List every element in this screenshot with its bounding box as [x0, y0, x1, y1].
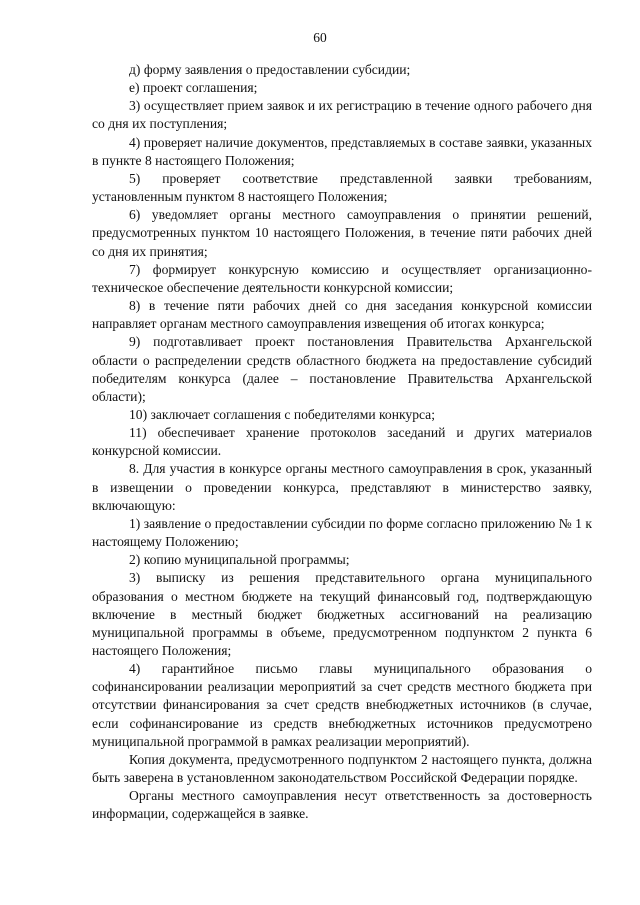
paragraph-6: 6) уведомляет органы местного самоуправления о принятии решений, предусмотренных пунктом 10 настоящего Положения, в течение пяти рабочих дней со дня их принятия; — [92, 207, 592, 259]
paragraph-15: 3) выписку из решения представительного органа муниципального образования о местном бюджете на текущий финансовый год, подтверждающую включение в местный бюджет бюджетных ассигнований на реализацию муниципальной программы в объеме, предусмотренном подпунктом 2 пункта 6 настоящего Положения; — [92, 570, 592, 658]
paragraph-2: е) проект соглашения; — [129, 80, 258, 96]
paragraph-12: 8. Для участия в конкурсе органы местного самоуправления в срок, указанный в извещении о проведении конкурса, представляют в министерство заявку, включающую: — [92, 461, 592, 513]
paragraph-4: 4) проверяет наличие документов, представляемых в составе заявки, указанных в пункте 8 настоящего Положения; — [92, 134, 592, 168]
paragraph-11: 11) обеспечивает хранение протоколов заседаний и других материалов конкурсной комиссии. — [92, 425, 592, 459]
paragraph-1: д) форму заявления о предоставлении субсидии; — [129, 62, 411, 77]
paragraph-10: 10) заключает соглашения с победителями конкурса; — [129, 406, 435, 422]
paragraph-16: 4) гарантийное письмо главы муниципального образования о софинансировании реализации мероприятий за счет средств местного бюджета при отсутствии финансирования за счет средств внебюджетных источников (в случае, если софинансирование из средств внебюджетных источников предусмотрено муниципальной программой в рамках реализации мероприятий). — [92, 661, 592, 749]
paragraph-13: 1) заявление о предоставлении субсидии по форме согласно приложению № 1 к настоящему Положению; — [92, 515, 592, 550]
paragraph-8: 8) в течение пяти рабочих дней со дня заседания конкурсной комиссии направляет органам местного самоуправления извещения об итогах конкурса; — [92, 298, 592, 332]
paragraph-17: Копия документа, предусмотренного подпунктом 2 настоящего пункта, должна быть заверена в установленном законодательством Российской Федерации порядке. — [92, 751, 592, 786]
paragraph-5: 5) проверяет соответствие представленной заявки требованиям, установленным пунктом 8 настоящего Положения; — [92, 170, 592, 205]
page-number: 60 — [313, 30, 327, 45]
paragraph-9: 9) подготавливает проект постановления Правительства Архангельской области о распределении средств областного бюджета на предоставление субсидий победителям конкурса (далее – постановление Правительства Архангельской области); — [92, 334, 592, 404]
paragraph-7: 7) формирует конкурсную комиссию и осуществляет организационно-техническое обеспечение деятельности конкурсной комиссии; — [92, 261, 592, 295]
paragraph-18: Органы местного самоуправления несут ответственность за достоверность информации, содержащейся в заявке. — [92, 788, 592, 822]
paragraph-14: 2) копию муниципальной программы; — [129, 552, 350, 568]
document-body — [92, 61, 592, 824]
paragraph-3: 3) осуществляет прием заявок и их регистрацию в течение одного рабочего дня со дня их поступления; — [92, 98, 592, 132]
